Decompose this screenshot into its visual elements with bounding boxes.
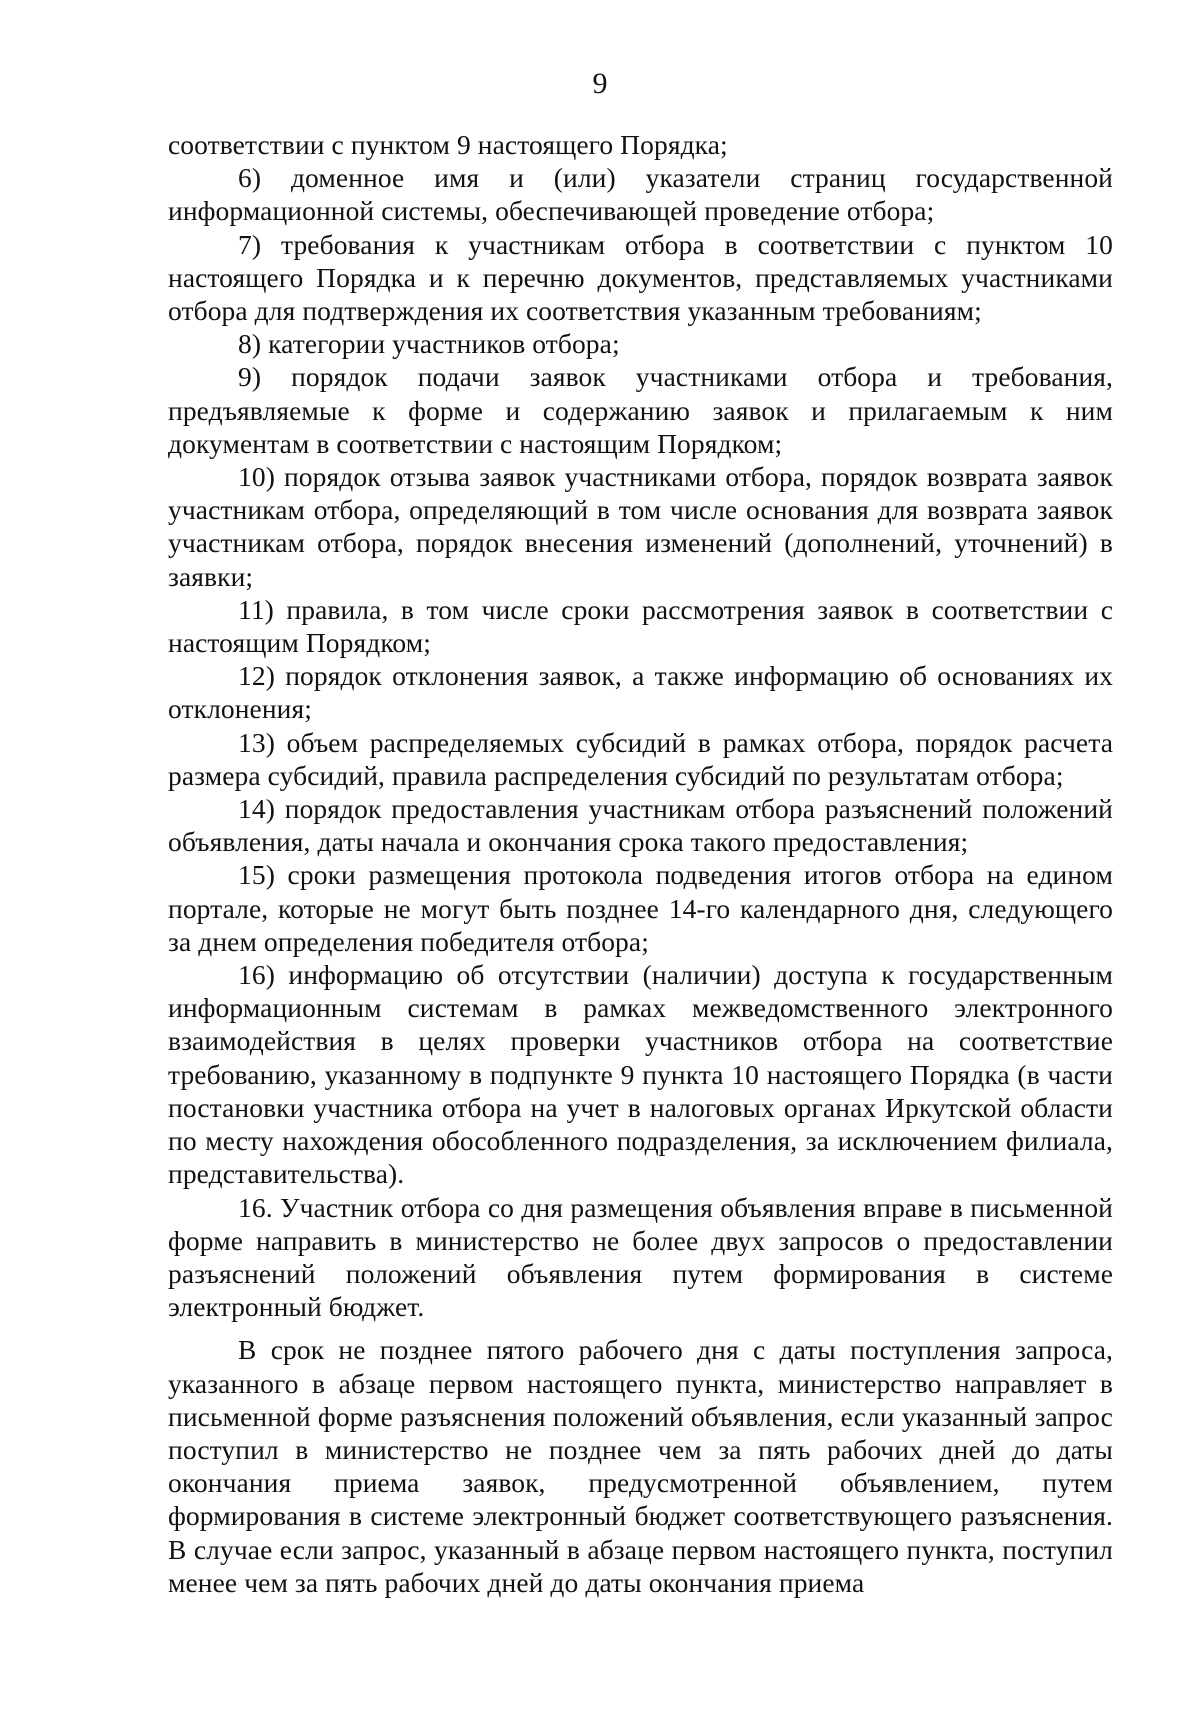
list-item-13: 13) объем распределяемых субсидий в рамках отбора, порядок расчета размера субсидий, правила распределения субсидий по результатам отбора;: [168, 726, 1113, 791]
paragraph-continuation: соответствии с пунктом 9 настоящего Порядка;: [168, 129, 728, 160]
section-16-second-paragraph: В срок не позднее пятого рабочего дня с даты поступления запроса, указанного в абзаце первом настоящего пункта, министерство направляет в письменной форме разъяснения положений объявления, если указанный запрос поступил в министерство не позднее чем за пять рабочих дней до даты окончания приема заявок, предусмотренной объявлением, путем формирования в системе электронный бюджет соответствующего разъяснения. В случае если запрос, указанный в абзаце первом настоящего пункта, поступил менее чем за пять рабочих дней до даты окончания приема: [168, 1334, 1113, 1598]
list-item-11: 11) правила, в том числе сроки рассмотрения заявок в соответствии с настоящим Порядком;: [168, 593, 1113, 659]
page-number: 9: [592, 67, 608, 100]
list-item-14: 14) порядок предоставления участникам отбора разъяснений положений объявления, даты начала и окончания срока такого предоставления;: [168, 793, 1113, 858]
section-16-paragraph: 16. Участник отбора со дня размещения объявления вправе в письменной форме направить в министерство не более двух запросов о предоставлении разъяснений положений объявления путем формирования в системе электронный бюджет.: [168, 1191, 1113, 1323]
list-item-8: 8) категории участников отбора;: [238, 328, 620, 360]
list-item-10: 10) порядок отзыва заявок участниками отбора, порядок возврата заявок участникам отбора, определяющий в том числе основания для возврата заявок участникам отбора, порядок внесения изменений (дополнений, уточнений) в заявки;: [168, 461, 1113, 592]
list-item-7: 7) требования к участникам отбора в соответствии с пунктом 10 настоящего Порядка и к перечню документов, представляемых участниками отбора для подтверждения их соответствия указанным требованиям;: [168, 228, 1113, 327]
list-item-6: 6) доменное имя и (или) указатели страниц государственной информационной системы, обеспечивающей проведение отбора;: [168, 162, 1113, 227]
list-item-12: 12) порядок отклонения заявок, а также информацию об основаниях их отклонения;: [168, 660, 1113, 725]
list-item-9: 9) порядок подачи заявок участниками отбора и требования, предъявляемые к форме и содержанию заявок и прилагаемым к ним документам в соответствии с настоящим Порядком;: [168, 361, 1113, 459]
list-item-16: 16) информацию об отсутствии (наличии) доступа к государственным информационным системам в рамках межведомственного электронного взаимодействия в целях проверки участников отбора на соответствие требованию, указанному в подпункте 9 пункта 10 настоящего Порядка (в части постановки участника отбора на учет в налоговых органах Иркутской области по месту нахождения обособленного подразделения, за исключением филиала, представительства).: [168, 959, 1113, 1190]
list-item-15: 15) сроки размещения протокола подведения итогов отбора на едином портале, которые не могут быть позднее 14-го календарного дня, следующего за днем определения победителя отбора;: [168, 859, 1113, 957]
document-body: [168, 128, 1113, 1599]
